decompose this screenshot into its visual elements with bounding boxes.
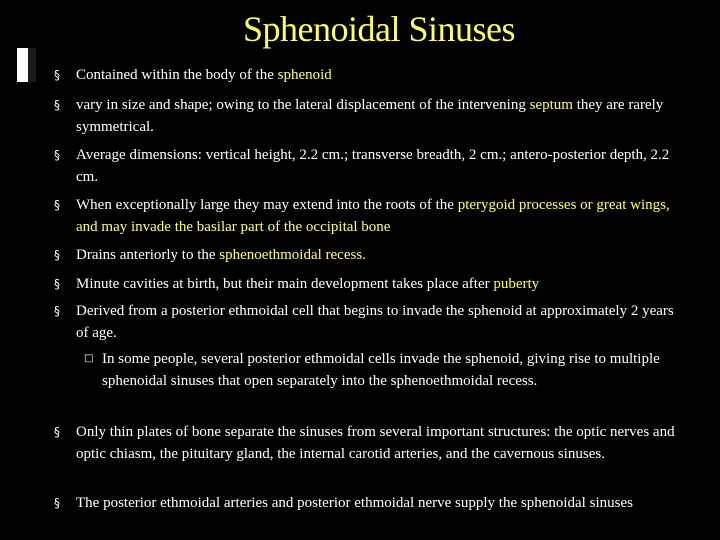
bullet-item [54, 273, 686, 295]
bullet-marker-icon: § [54, 198, 60, 212]
bullet-highlight: pterygoid processes or great wings, and may invade the basilar part of the occipital bone [76, 197, 670, 235]
bullet-item [54, 421, 686, 465]
bullet-marker-icon: § [54, 98, 60, 112]
bullet-highlight: septum [529, 97, 573, 113]
bullet-text: Average dimensions: vertical height, 2.2 cm.; transverse breadth, 2 cm.; antero-posterior depth, 2.2 cm. [76, 147, 670, 185]
bullet-marker-icon: § [54, 277, 60, 291]
bullet-text: Contained within the body of the [76, 67, 278, 83]
slide-title: Sphenoidal Sinuses [242, 9, 515, 49]
bullet-text: Only thin plates of bone separate the sinuses from several important structures: the optic nerves and optic chiasm, the pituitary gland, the internal carotid arteries, and the cavernous sinuses. [76, 424, 675, 462]
accent-bar-shadow [28, 48, 36, 82]
bullet-highlight: puberty [493, 276, 540, 292]
bullet-marker-icon: § [54, 148, 60, 162]
sub-bullet-marker-icon: □ [84, 353, 94, 364]
sub-bullet-text: In some people, several posterior ethmoidal cells invade the sphenoid, giving rise to multiple sphenoidal sinuses that open separately into the sphenoethmoidal recess. [102, 351, 660, 389]
bullet-item [54, 244, 686, 266]
bullet-text: Drains anteriorly to the [76, 247, 220, 263]
bullet-item [54, 194, 686, 238]
bullet-text: When exceptionally large they may extend into the roots of the [76, 197, 458, 213]
bullet-marker-icon: § [54, 68, 60, 82]
bullet-marker-icon: § [54, 425, 60, 439]
bullet-text: vary in size and shape; owing to the lateral displacement of the intervening [76, 97, 530, 113]
bullet-text: Minute cavities at birth, but their main development takes place after [76, 276, 494, 292]
bullet-text: The posterior ethmoidal arteries and posterior ethmoidal nerve supply the sphenoidal sinuses [76, 495, 633, 511]
bullet-marker-icon: § [54, 496, 60, 510]
bullet-item [54, 94, 686, 138]
bullet-text: Derived from a posterior ethmoidal cell that begins to invade the sphenoid at approximately 2 years of age. [76, 303, 674, 341]
sub-bullet-item [84, 348, 682, 392]
bullet-text-tail: they are rarely symmetrical. [76, 97, 664, 135]
accent-bar [17, 48, 28, 82]
bullet-item [54, 300, 686, 344]
bullet-marker-icon: § [54, 304, 60, 318]
bullet-highlight: sphenoid [277, 67, 332, 83]
bullet-marker-icon: § [54, 248, 60, 262]
bullet-item [54, 144, 686, 188]
bullet-item [54, 492, 686, 514]
bullet-highlight: sphenoethmoidal recess. [219, 247, 366, 263]
bullet-item [54, 64, 686, 86]
